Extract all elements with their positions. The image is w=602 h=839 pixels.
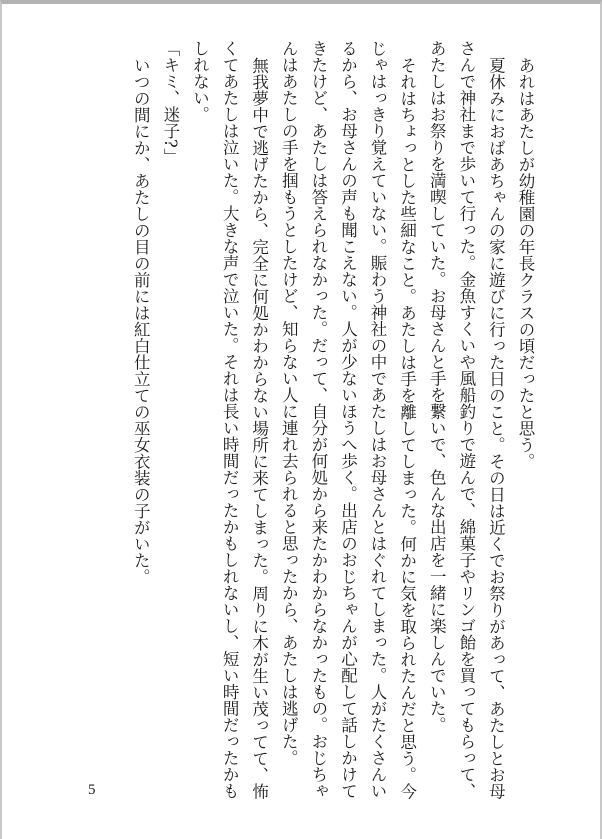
dialog-line: 「キミ、迷子?」: [160, 40, 180, 165]
paragraph-1: あれはあたしが幼稚園の年長クラスの頃だったと思う。: [516, 56, 535, 469]
page-number: 5: [88, 782, 96, 798]
vertical-text-body: [80, 40, 540, 800]
paragraph-3: それはちょっとした些細なこと。あたしは手を離してしまった。何かに気を取られたんだと思う。今じゃはっきり覚えていない。賑わう神社の中であたしはお母さんとはぐれてしまった。人がたくさんいるから、お母さんの声も聞こえない。人が少ないほうへ歩く。出店のおじちゃんが心配して話しかけてきたけど、あたしは答えられなかった。だって、自分が何処から来たかわからなかったもの。おじちゃんはあたしの手を掴もうとしたけど、知らない人に連れ去られると思ったから、あたしは逃げた。: [279, 40, 417, 799]
paragraph-2: 夏休みにおばあちゃんの家に遊びに行った日のこと。その日は近くでお祭りがあって、あたしとお母さんで神社まで歩いて行った。金魚すくいや風船釣りで遊んで、綿菓子やリンゴ飴を買ってもらって、あたしはお祭りを満喫していた。お母さんと手を繋いで、色んな出店を一緒に楽しんでいた。: [427, 40, 506, 799]
paragraph-6: いつの間にか、あたしの目の前には紅白仕立ての巫女衣装の子がいた。: [131, 56, 151, 585]
paragraph-4: 無我夢中で逃げたから、完全に何処かわからない場所に来てしまった。周りに木が生い茂ってて、怖くてあたしは泣いた。大きな声で泣いた。それは長い時間だったかもしれないし、短い時間だったかもしれない。: [190, 40, 269, 799]
